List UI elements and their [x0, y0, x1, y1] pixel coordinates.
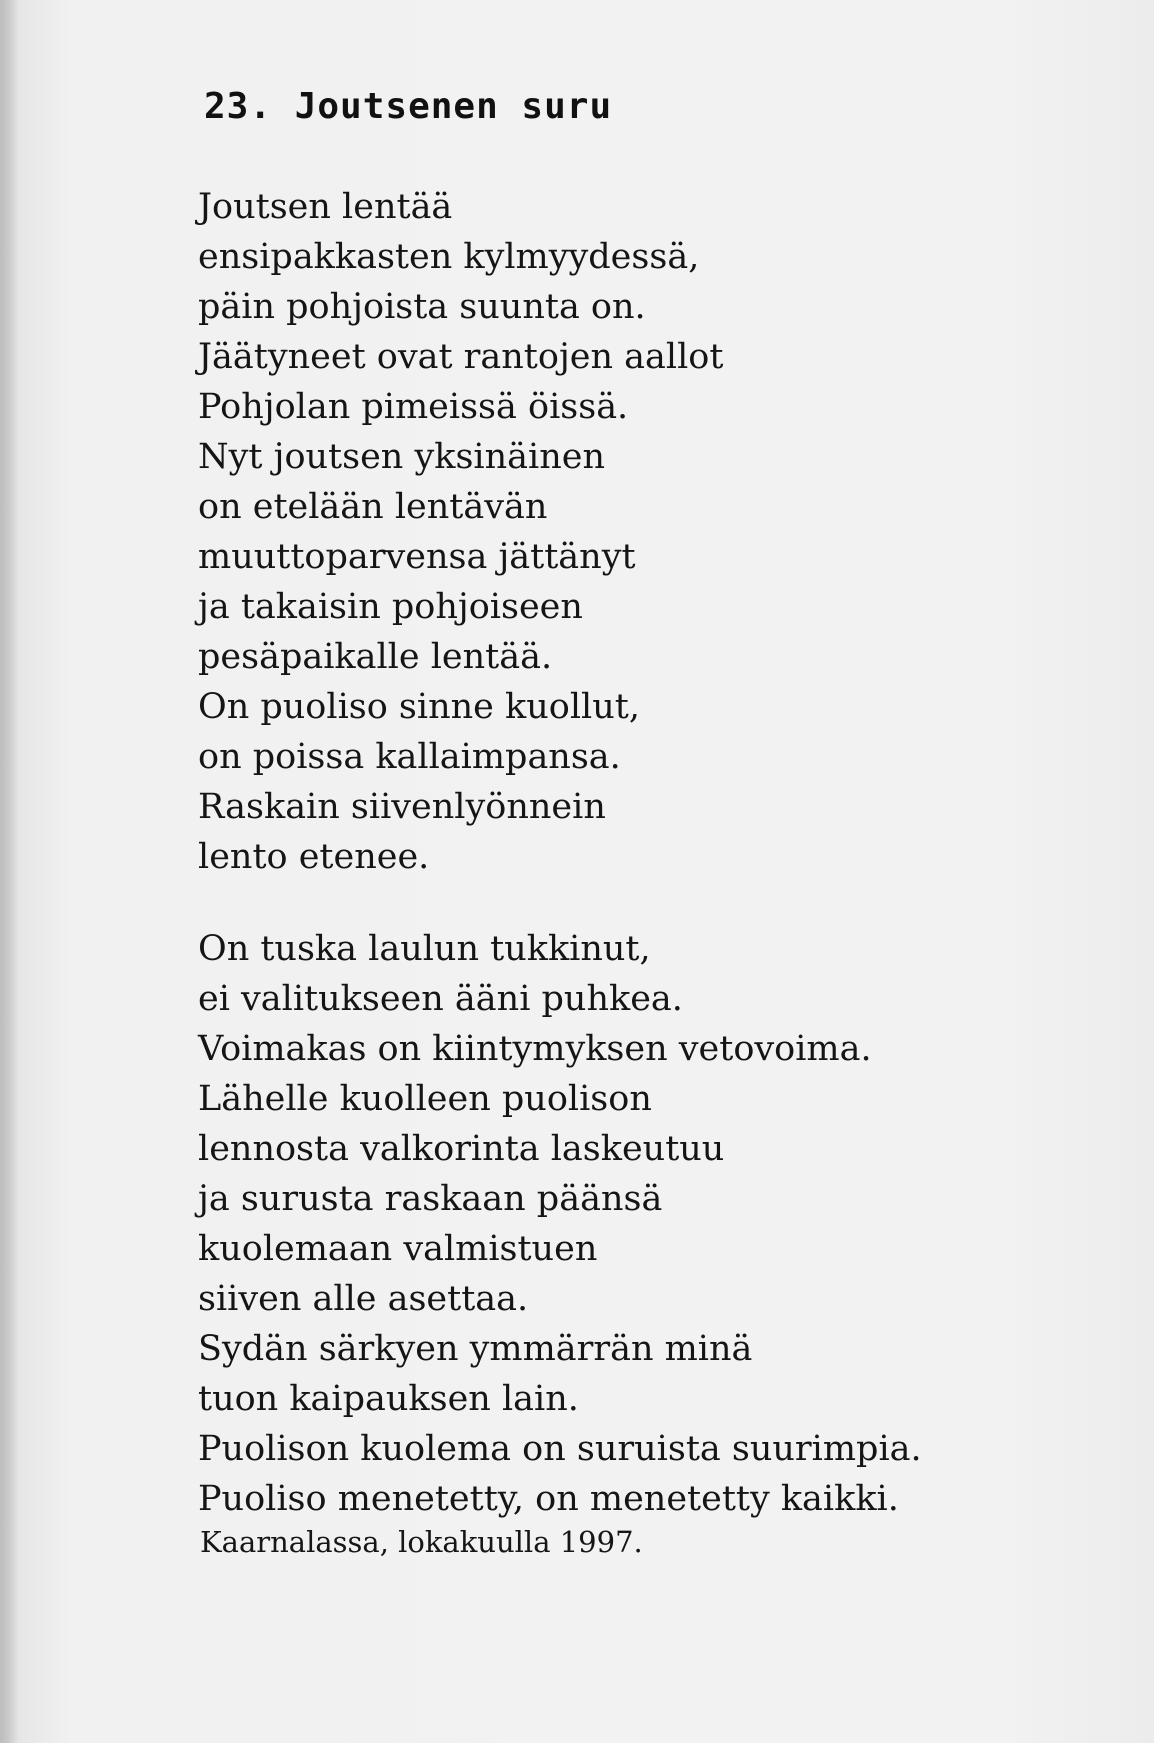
poem-line: lento etenee. [198, 837, 430, 877]
poem-line: Joutsen lentää [198, 187, 453, 227]
poem-stanza-1 [198, 182, 723, 882]
page-gutter-shadow [0, 0, 18, 1743]
poem-line: Nyt joutsen yksinäinen [198, 437, 605, 477]
poem-stanza-2 [198, 924, 922, 1524]
poem-line: pesäpaikalle lentää. [198, 637, 553, 677]
poem-line: Lähelle kuolleen puolison [198, 1079, 652, 1119]
poem-line: on etelään lentävän [198, 487, 548, 527]
poem-line: lennosta valkorinta laskeutuu [198, 1129, 725, 1169]
poem-line: Voimakas on kiintymyksen vetovoima. [198, 1029, 872, 1069]
poem-line: Puolison kuolema on suruista suurimpia. [198, 1429, 922, 1469]
poem-line: ja takaisin pohjoiseen [198, 587, 583, 627]
poem-line: siiven alle asettaa. [198, 1279, 529, 1319]
poem-line: kuolemaan valmistuen [198, 1229, 598, 1269]
poem-signature: Kaarnalassa, lokakuulla 1997. [200, 1525, 643, 1559]
poem-line: ei valitukseen ääni puhkea. [198, 979, 683, 1019]
poem-line: On puoliso sinne kuollut, [198, 687, 640, 727]
poem-line: Sydän särkyen ymmärrän minä [198, 1329, 753, 1369]
poem-line: ensipakkasten kylmyydessä, [198, 237, 700, 277]
poem-line: muuttoparvensa jättänyt [198, 537, 636, 577]
poem-line: Puoliso menetetty, on menetetty kaikki. [198, 1479, 899, 1519]
poem-title: 23. Joutsenen suru [204, 86, 613, 127]
poem-line: Pohjolan pimeissä öissä. [198, 387, 629, 427]
poem-line: tuon kaipauksen lain. [198, 1379, 579, 1419]
poem-line: Jäätyneet ovat rantojen aallot [198, 337, 724, 377]
poem-line: on poissa kallaimpansa. [198, 737, 621, 777]
poem-line: ja surusta raskaan päänsä [198, 1179, 663, 1219]
poem-line: On tuska laulun tukkinut, [198, 929, 651, 969]
poem-line: Raskain siivenlyönnein [198, 787, 606, 827]
poem-line: päin pohjoista suunta on. [198, 287, 646, 327]
